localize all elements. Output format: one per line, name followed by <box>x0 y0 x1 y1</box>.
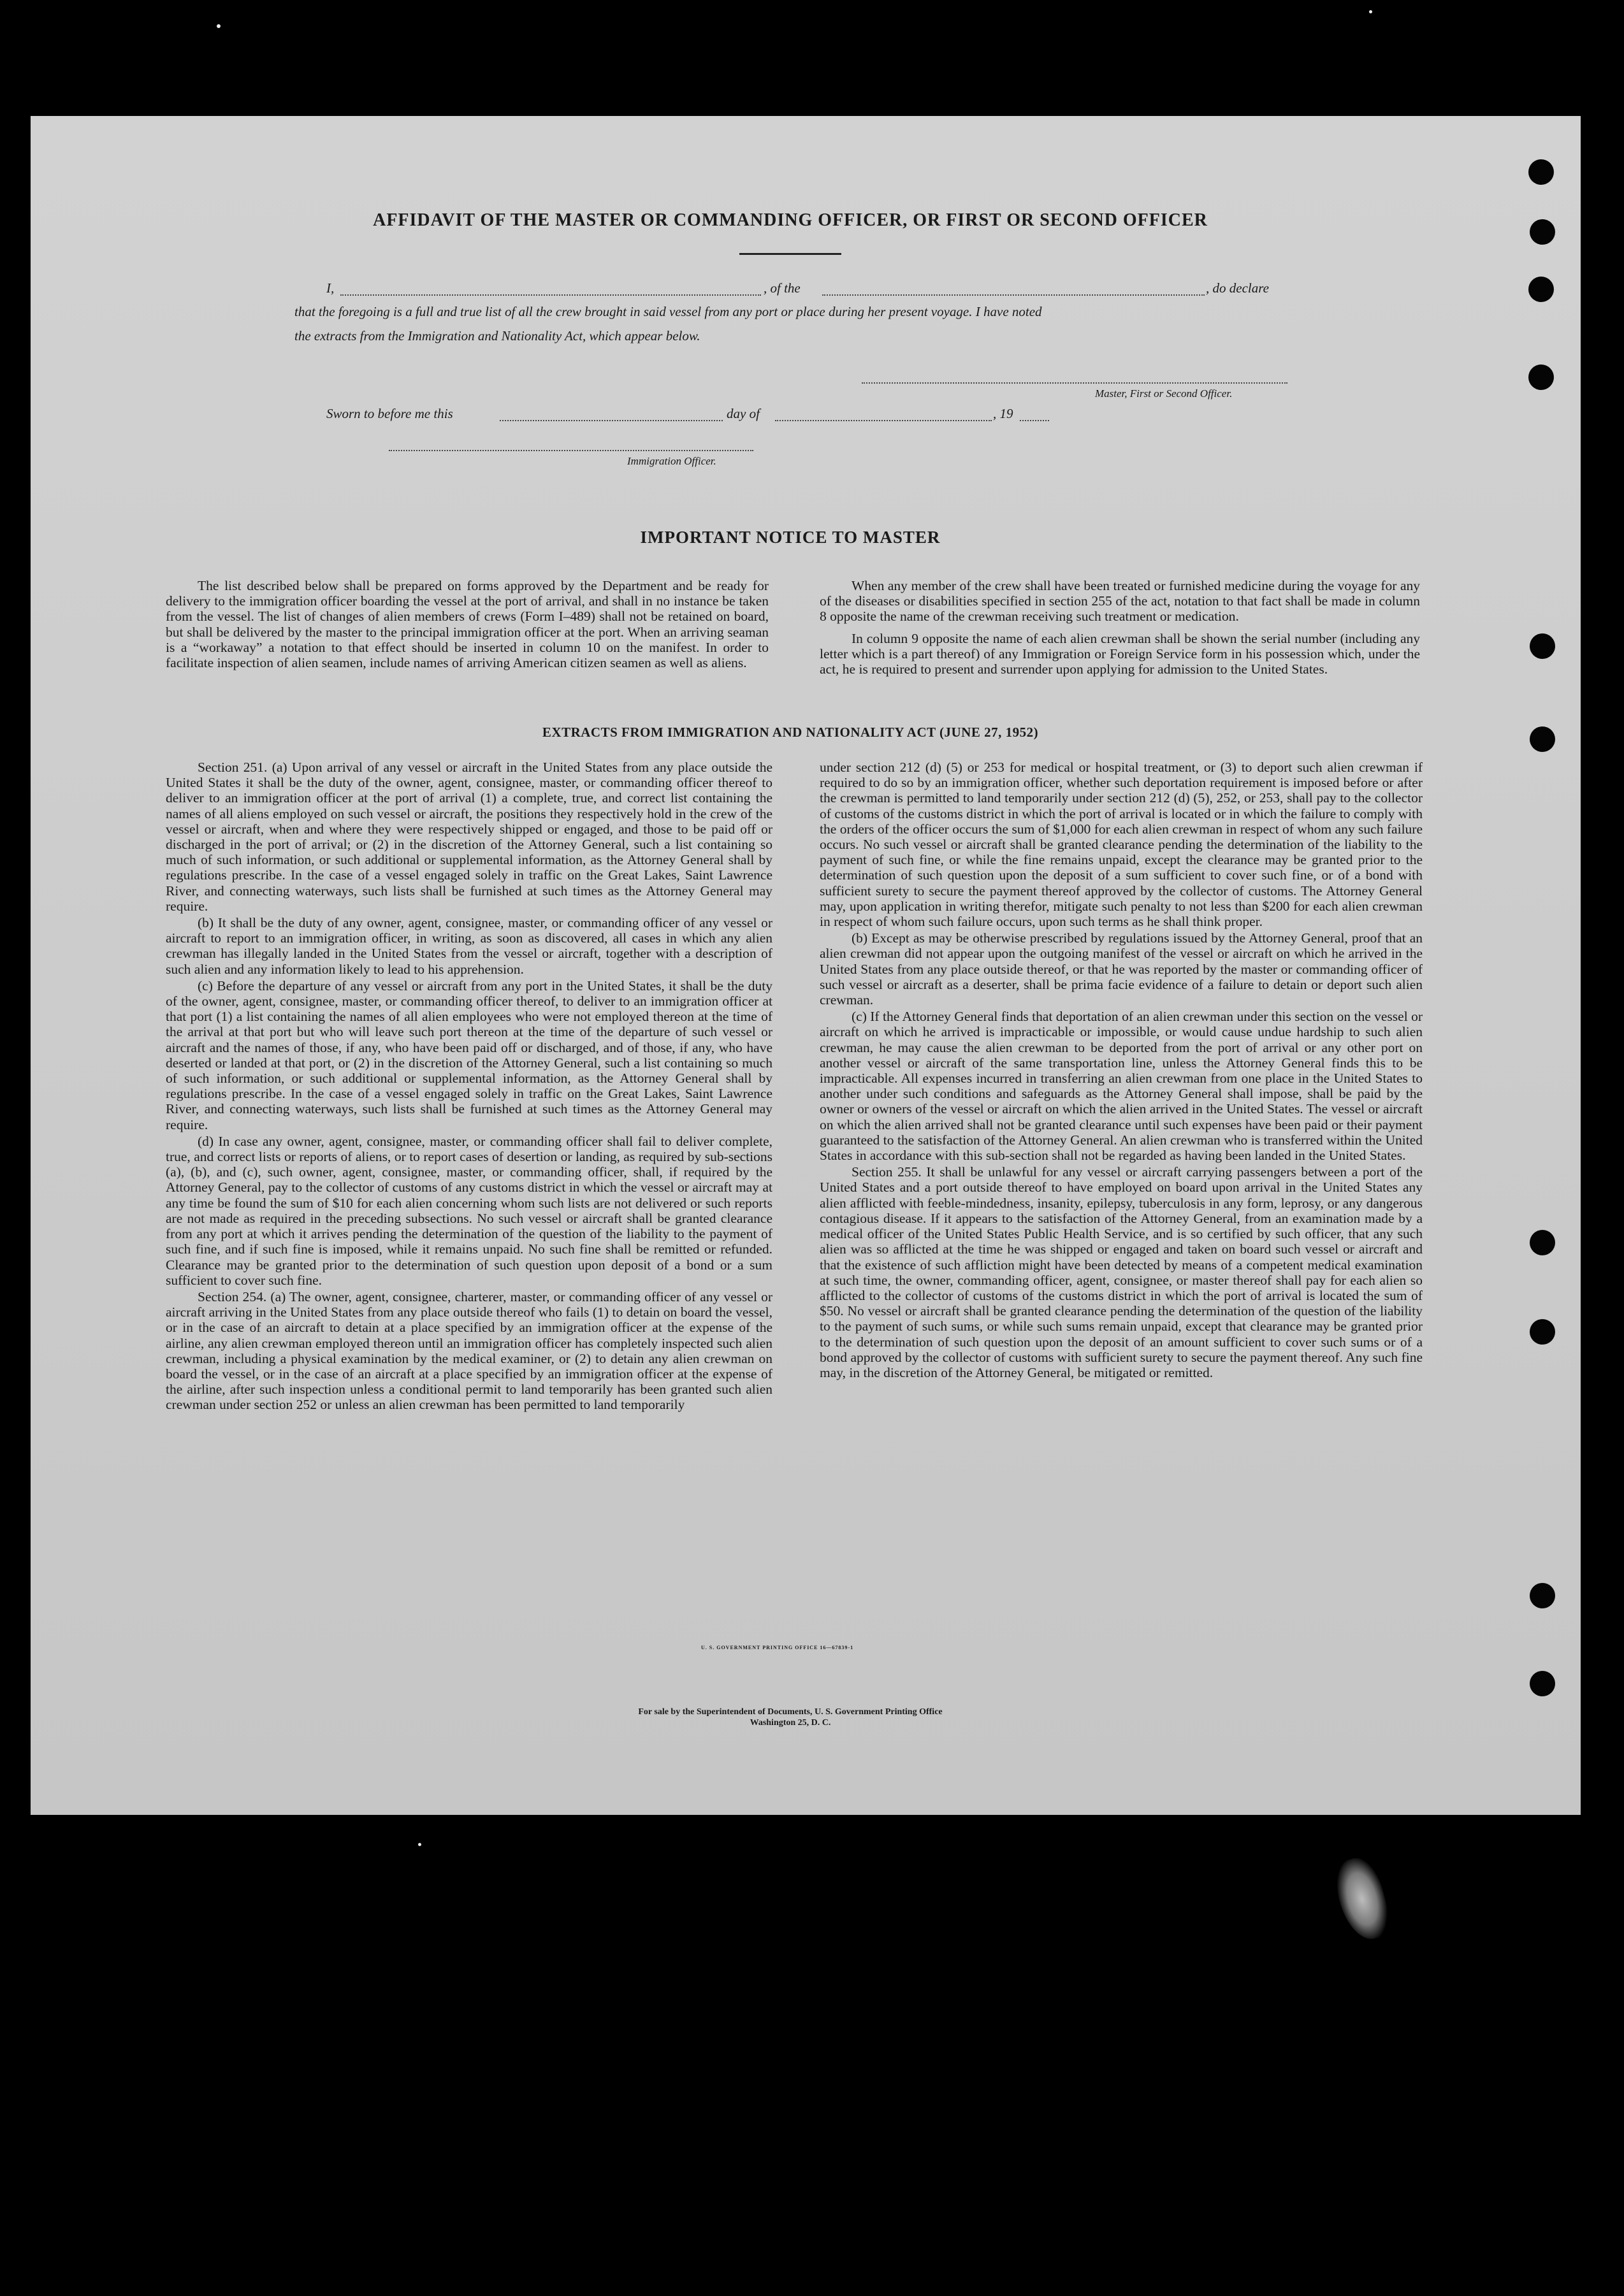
title-underline <box>739 253 841 255</box>
sworn-month-field[interactable] <box>775 420 992 421</box>
section-251b-paragraph: (b) It shall be the duty of any owner, agent, consignee, master, or commanding officer of any vessel or aircraft to report to an immigration officer, in writing, as soon as discovered, all cases in which any alien crewman has illegally landed in the United States from the vessel or aircraft, together with a description of such alien and any information likely to lead to his apprehension. <box>166 915 772 977</box>
punch-hole <box>1530 1230 1555 1255</box>
sworn-label: Sworn to before me this <box>326 406 453 421</box>
master-signature-label: Master, First or Second Officer. <box>1095 387 1233 400</box>
section-254a-paragraph: Section 254. (a) The owner, agent, consignee, charterer, master, or commanding officer of any vessel or aircraft arriving in the United States from any place outside thereof who fails (1) to detain on board the vessel, or in the case of an aircraft to detain at a place specified by an immigration officer at the expense of the airline, any alien crewman employed thereon until an immigration officer has completely inspected such alien crewman, including a physical examination by the medical examiner, or (2) to detain any alien crewman on board the vessel, or in the case of an aircraft at a place specified by an immigration officer at the expense of the airline, after such inspection unless a conditional permit to land temporarily has been granted such alien crewman under section 252 or unless an alien crewman has been permitted to land temporarily <box>166 1289 772 1413</box>
punch-hole <box>1530 1671 1555 1696</box>
footer <box>0 1707 1581 1728</box>
punch-hole <box>1528 277 1554 302</box>
declare-of-the-label: , of the <box>764 280 801 296</box>
scan-speck <box>217 24 221 28</box>
vessel-field[interactable] <box>822 294 1205 296</box>
notice-left-column <box>166 578 769 670</box>
notice-right-column <box>820 578 1420 677</box>
year-label: , 19 <box>993 406 1013 421</box>
declaration-text-line2: the extracts from the Immigration and Nationality Act, which appear below. <box>294 328 700 343</box>
day-of-label: day of <box>727 406 760 421</box>
section-251c-paragraph: (c) Before the departure of any vessel or aircraft from any port in the United States, it shall be the duty of the owner, agent, consignee, master, or commanding officer thereof, to deliver to an immigration officer at that port (1) a list containing the names of all alien employees who were not employed thereon at the time of the arrival at that port but who will leave such port thereon at the time of the departure of such vessel or aircraft and the names of those, if any, who have been paid off or discharged, and of those, if any, who have deserted or landed at that port, or (2) in the discretion of the Attorney General, such a list containing so much of such information, or such additional or supplemental information, as the Attorney General shall by regulations prescribe. In the case of a vessel engaged solely in traffic on the Great Lakes, Saint Lawrence River, and connecting waterways, such lists shall be furnished at such times as the Attorney General may require. <box>166 978 772 1132</box>
section-254a-continued-paragraph: under section 212 (d) (5) or 253 for medical or hospital treatment, or (3) to deport such alien crewman if required to do so by an immigration officer, whether such deportation requirement is imposed before or after the crewman is permitted to land temporarily under section 212 (d) (5), 252, or 253, shall pay to the collector of customs of the customs district in which the port of arrival is located or in which the failure to comply with the orders of the officer occurs the sum of $1,000 for each alien crewman in respect of whom any such failure occurs. No such vessel or aircraft shall be granted clearance pending the determination of the liability to the payment of such fine, or while the fine remains unpaid, except the clearance may be granted prior to the determination of such question upon the deposit of a sum sufficient to cover such fine, or of a bond with sufficient surety to secure the payment thereof approved by the collector of customs. The Attorney General may, upon application in writing therefor, mitigate such penalty to not less than $200 for each alien crewman in respect of whom such failure occurs, upon such terms as he shall think proper. <box>820 760 1423 930</box>
declare-end-label: , do declare <box>1206 280 1269 296</box>
extracts-title: EXTRACTS FROM IMMIGRATION AND NATIONALITY ACT (JUNE 27, 1952) <box>542 725 1039 740</box>
section-255-paragraph: Section 255. It shall be unlawful for any vessel or aircraft carrying passengers between a port of the United States and a port outside thereof to have employed on board upon arrival in the United States any alien afflicted with feeble-mindedness, insanity, epilepsy, tuberculosis in any form, leprosy, or any dangerous contagious disease. If it appears to the satisfaction of the Attorney General, from an examination made by a medical officer of the United States Public Health Service, and is so certified by such officer, that any such alien was so afflicted at the time he was shipped or engaged and taken on board such vessel or aircraft and that the existence of such affliction might have been detected by means of a competent medical examination at such time, the owner, commanding officer, agent, consignee, or master thereof shall pay for each alien so afflicted to the collector of customs of the customs district in which the port of arrival is located the sum of $50. No vessel or aircraft shall be granted clearance pending the determination of the question of the liability to the payment of such sums, or while such sums remain unpaid, except that clearance may be granted prior to the determination of such question upon the deposit of an amount sufficient to cover such sums or of a bond approved by the collector of customs with sufficient surety to secure the payment thereof. Any such fine may, in the discretion of the Attorney General, be mitigated or remitted. <box>820 1164 1423 1380</box>
footer-line2: Washington 25, D. C. <box>750 1718 831 1728</box>
section-254c-paragraph: (c) If the Attorney General finds that deportation of an alien crewman under this section on the vessel or aircraft on which he arrived is impracticable or impossible, or would cause undue hardship to such alien crewman, he may cause the alien crewman to be deported from the port of arrival or any other port on another vessel or aircraft of the same transportation line, unless the Attorney General finds this to be impracticable. All expenses incurred in transferring an alien crewman from one place in the United States to another under such conditions and safeguards as the Attorney General shall impose, shall be paid by the owner or owners of the vessel or aircraft on which the alien arrived in the United States. The vessel or aircraft on which the alien arrived shall not be granted clearance until such expenses have been paid or their payment guaranteed to the satisfaction of the Attorney General. An alien crewman who is transferred within the United States in accordance with this sub-section shall not be regarded as having been landed in the United States. <box>820 1009 1423 1164</box>
punch-hole <box>1528 159 1554 185</box>
affidavit-title: AFFIDAVIT OF THE MASTER OR COMMANDING OFFICER, OR FIRST OR SECOND OFFICER <box>373 210 1208 230</box>
gpo-code: U. S. GOVERNMENT PRINTING OFFICE 16—67839-1 <box>701 1645 854 1650</box>
punch-hole <box>1528 365 1554 390</box>
punch-hole <box>1530 633 1555 659</box>
section-254b-paragraph: (b) Except as may be otherwise prescribed by regulations issued by the Attorney General, proof that an alien crewman did not appear upon the outgoing manifest of the vessel or aircraft on which he arrived in the United States from any place outside thereof, or that he was reported by the master or commanding officer of such vessel or aircraft as a deserter, shall be prima facie evidence of a failure to detain or deport such alien crewman. <box>820 930 1423 1008</box>
notice-title: IMPORTANT NOTICE TO MASTER <box>640 528 941 547</box>
scan-speck <box>1369 10 1372 13</box>
punch-hole <box>1530 1319 1555 1345</box>
punch-hole <box>1530 1583 1555 1608</box>
notice-left-paragraph: The list described below shall be prepared on forms approved by the Department and be ready for delivery to the immigration officer boarding the vessel at the port of arrival, and shall in no instance be taken from the vessel. The list of changes of alien members of crews (Form I–489) shall not be retained on board, but shall be delivered by the master to the principal immigration officer at the port. When an arriving seaman is a “workaway” a notation to that effect should be inserted in column 10 on the manifest. In order to facilitate inspection of alien seamen, include names of arriving American citizen seamen as well as aliens. <box>166 578 769 671</box>
scan-glare <box>1330 1853 1394 1945</box>
extracts-left-column <box>166 760 772 1413</box>
notice-right-paragraph: When any member of the crew shall have been treated or furnished medicine during the voyage for any of the diseases or disabilities specified in section 255 of the act, notation to that fact shall be made in column 8 opposite the name of the crewman receiving such treatment or medication. <box>820 578 1420 625</box>
officer-signature-label: Immigration Officer. <box>627 455 716 467</box>
footer-line1: For sale by the Superintendent of Documents, U. S. Government Printing Office <box>638 1707 943 1717</box>
sworn-year-field[interactable] <box>1020 420 1049 421</box>
name-field[interactable] <box>340 294 761 296</box>
master-signature-line[interactable] <box>862 382 1287 384</box>
extracts-right-column <box>820 760 1423 1380</box>
section-251d-paragraph: (d) In case any owner, agent, consignee, master, or commanding officer shall fail to deliver complete, true, and correct lists or reports of aliens, or to report cases of desertion or landing, as required by sub-sections (a), (b), and (c), such owner, agent, consignee, master, or commanding officer, shall, if required by the Attorney General, pay to the collector of customs of any customs district in which the vessel or aircraft may at any time be found the sum of $10 for each alien concerning whom such lists are not delivered or such reports are not made as required in the preceding subsections. No such vessel or aircraft shall be granted clearance from any port at which it arrives pending the determination of the question of the liability to the payment of such fine, and if such fine is imposed, while it remains unpaid. No such fine shall be remitted or refunded. Clearance may be granted prior to the determination of such question upon deposit of a bond or a sum sufficient to cover such fine. <box>166 1133 772 1288</box>
notice-right-paragraph: In column 9 opposite the name of each alien crewman shall be shown the serial number (including any letter which is a part thereof) of any Immigration or Foreign Service form in his possession which, under the act, he is required to present and surrender upon applying for admission to the United States. <box>820 630 1420 677</box>
scan-speck <box>418 1843 421 1846</box>
section-251a-paragraph: Section 251. (a) Upon arrival of any vessel or aircraft in the United States from any place outside the United States it shall be the duty of the owner, agent, consignee, master, or commanding officer thereof to deliver to an immigration officer at the port of arrival (1) a complete, true, and correct list containing the names of all aliens employed on such vessel or aircraft, the positions they respectively hold in the crew of the vessel or aircraft, when and where they were respectively shipped or engaged, and those to be paid off or discharged in the port of arrival; or (2) in the discretion of the Attorney General, such a list containing so much of such information, or such additional or supplemental information, as the Attorney General shall by regulations prescribe. In the case of a vessel engaged solely in traffic on the Great Lakes, Saint Lawrence River, and connecting waterways, such lists shall be furnished at such times as the Attorney General may require. <box>166 760 772 914</box>
officer-signature-line[interactable] <box>389 450 753 451</box>
declaration-text-line1: that the foregoing is a full and true list of all the crew brought in said vessel from any port or place during her present voyage. I have noted <box>294 304 1042 319</box>
sworn-day-field[interactable] <box>500 420 723 421</box>
declare-i-label: I, <box>326 280 335 296</box>
